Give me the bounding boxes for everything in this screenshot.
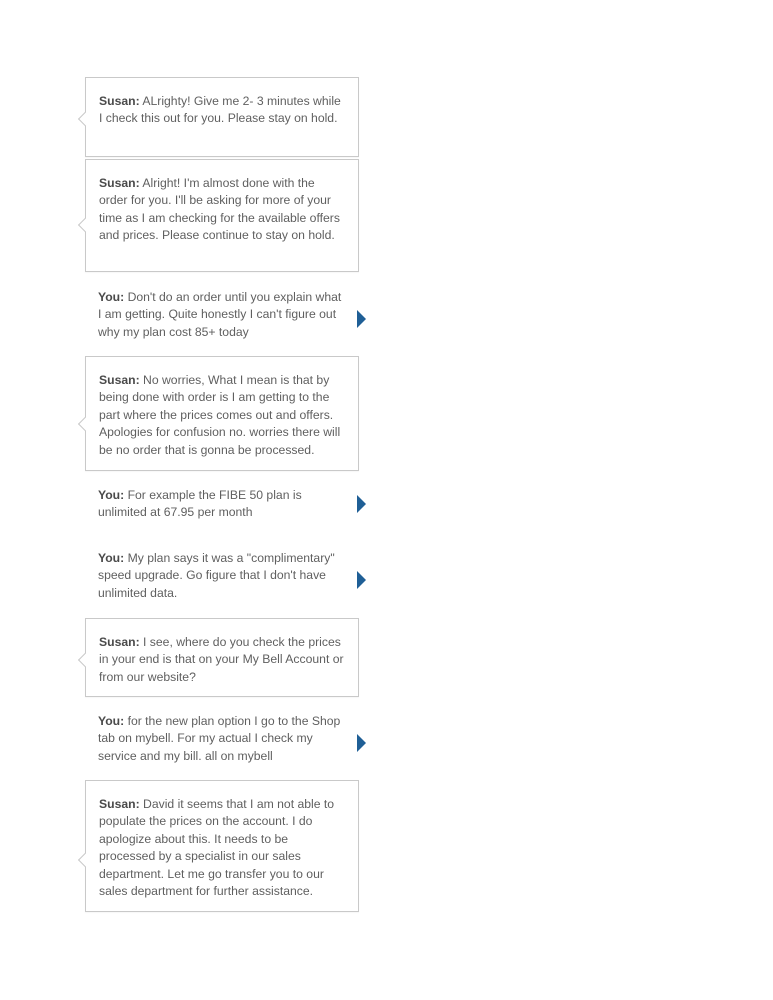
user-message bbox=[85, 713, 359, 765]
speaker-name: Susan: bbox=[99, 797, 140, 811]
message-text: For example the FIBE 50 plan is unlimited at 67.95 per month bbox=[98, 488, 302, 520]
speaker-name: You: bbox=[98, 488, 125, 502]
speaker-name: Susan: bbox=[99, 176, 140, 190]
bubble-notch-icon bbox=[78, 112, 92, 126]
agent-message bbox=[85, 780, 359, 912]
speaker-name: You: bbox=[98, 290, 125, 304]
message-text: I see, where do you check the prices in your end is that on your My Bell Account or from our website? bbox=[99, 635, 344, 684]
message-text: David it seems that I am not able to populate the prices on the account. I do apologize about this. It needs to be processed by a specialist in our sales department. Let me go transfer you to our sales department for further assistance. bbox=[99, 797, 335, 899]
user-message bbox=[85, 550, 359, 602]
speaker-name: Susan: bbox=[99, 635, 140, 649]
agent-message bbox=[85, 159, 359, 272]
triangle-right-icon bbox=[357, 571, 366, 589]
triangle-right-icon bbox=[357, 495, 366, 513]
bubble-notch-icon bbox=[78, 853, 92, 867]
speaker-name: You: bbox=[98, 714, 125, 728]
message-text: My plan says it was a "complimentary" speed upgrade. Go figure that I don't have unlimited data. bbox=[98, 551, 335, 600]
agent-message bbox=[85, 77, 359, 157]
speaker-name: Susan: bbox=[99, 94, 140, 108]
bubble-notch-icon bbox=[78, 417, 92, 431]
message-text: for the new plan option I go to the Shop tab on mybell. For my actual I check my service and my bill. all on mybell bbox=[98, 714, 341, 763]
message-text: Don't do an order until you explain what I am getting. Quite honestly I can't figure out why my plan cost 85+ today bbox=[98, 290, 342, 339]
user-message bbox=[85, 289, 359, 341]
bubble-notch-icon bbox=[78, 653, 92, 667]
triangle-right-icon bbox=[357, 310, 366, 328]
message-text: Alright! I'm almost done with the order for you. I'll be asking for more of your time as I am checking for the available offers and prices. Please continue to stay on hold. bbox=[99, 176, 340, 243]
bubble-notch-icon bbox=[78, 218, 92, 232]
user-message bbox=[85, 487, 359, 522]
speaker-name: You: bbox=[98, 551, 125, 565]
message-text: ALrighty! Give me 2- 3 minutes while I check this out for you. Please stay on hold. bbox=[99, 94, 341, 126]
message-text: No worries, What I mean is that by being done with order is I am getting to the part where the prices comes out and offers. Apologies for confusion no. worries there will be no order that is gonna be processed. bbox=[99, 373, 341, 457]
agent-message bbox=[85, 356, 359, 471]
agent-message bbox=[85, 618, 359, 697]
triangle-right-icon bbox=[357, 734, 366, 752]
speaker-name: Susan: bbox=[99, 373, 140, 387]
